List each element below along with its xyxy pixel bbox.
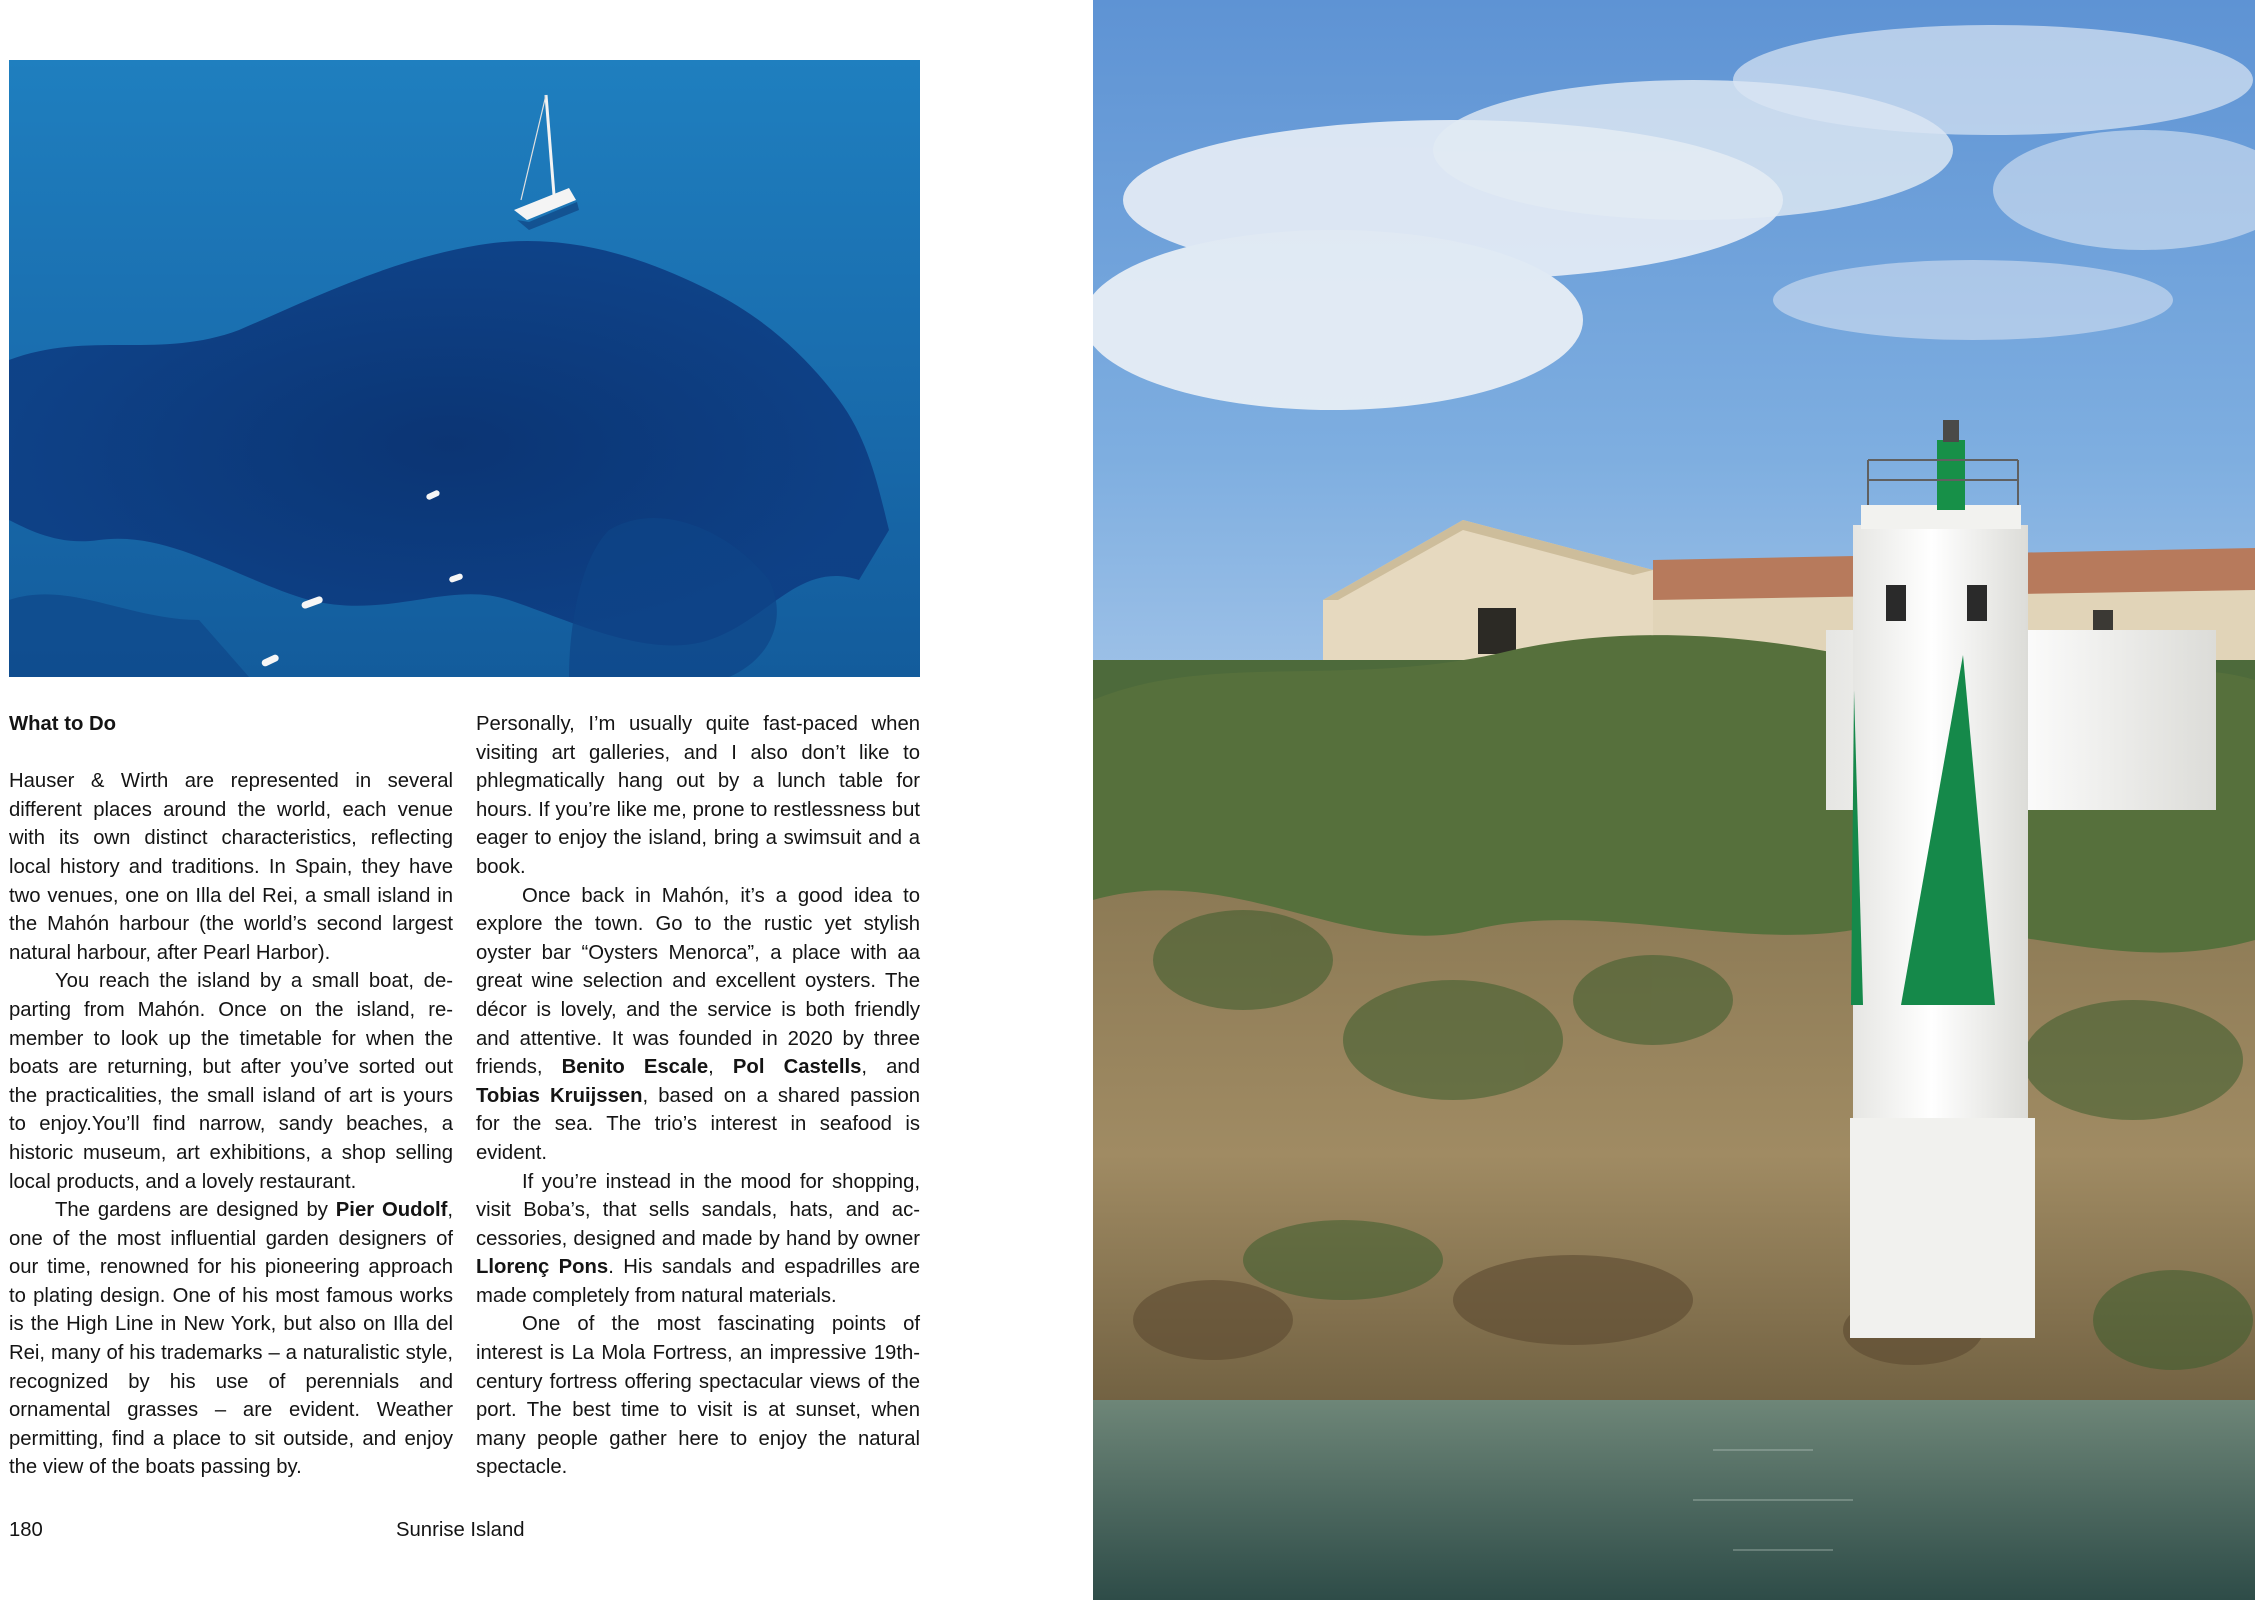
paragraph: If you’re instead in the mood for shopping, visit Boba’s, that sells sandals, hats, and accessories, designed and made by hand by owner Llorenç Pons. His sandals and espadrilles are made completely from natural materials. (476, 1170, 920, 1307)
paragraph: Personally, I’m usually quite fast-paced when visiting art galleries, and I also don’t like to phlegmatically hang out by a lunch table for hours. If you’re like me, prone to restlessness but eager to enjoy the island, bring a swimsuit and a book. (476, 713, 920, 878)
paragraph: You reach the island by a small boat, departing from Mahón. Once on the island, remember to look up the timetable for when the boats are returning, but after you’ve sorted out the practicalities, the small island of art is yours to enjoy.You’ll find narrow, sandy beaches, a historic museum, art exhibitions, a shop selling local products, and a lovely restaurant. (9, 970, 453, 1193)
text-column-1 (9, 710, 453, 1482)
person-name: Pier Oudolf (335, 1199, 448, 1222)
person-name: Tobias Kruijssen (476, 1084, 643, 1107)
paragraph: Hauser & Wirth are represented in several different places around the world, each venue with its own distinct characteristics, reflecting local history and traditions. In Spain, they have two venues, one on Illa del Rei, a small island in the Mahón harbour (the world’s second largest natural harbour, after Pearl Harbor). (9, 770, 453, 964)
person-name: Benito Escale (561, 1056, 709, 1079)
paragraph: The gardens are designed by Pier Oudolf, one of the most influential garden designers of our time, renowned for his pioneering approach to plating design. One of his most famous works is the High Line in New York, but also on Illa del Rei, many of his trademarks – a naturalistic style, recognized by his use of perennials and ornamental grasses – are evident. Weather permitting, find a place to sit outside, and enjoy the view of the boats passing by. (9, 1199, 453, 1479)
sea-aerial-photo (9, 60, 920, 677)
text-column-2 (476, 710, 920, 1482)
paragraph: Once back in Mahón, it’s a good idea to explore the town. Go to the rustic yet stylish oyster bar “Oysters Menorca”, a place with aa great wine selection and excellent oysters. The décor is lovely, and the service is both friendly and attentive. It was founded in 2020 by three friends, Benito Escale, Pol Castells, and Tobias Kruijssen, based on a shared passion for the sea. The trio’s interest in seafood is evident. (476, 884, 920, 1164)
paragraph: One of the most fascinating points of interest is La Mola Fortress, an impressive 19th-century fortress offering spectacular views of the port. The best time to visit is at sunset, when many people gather here to enjoy the natural spectacle. (476, 1313, 920, 1479)
running-title: Sunrise Island (396, 1519, 525, 1541)
page-number: 180 (9, 1519, 43, 1541)
person-name: Llorenç Pons (476, 1256, 609, 1279)
left-page (0, 0, 1093, 1600)
person-name: Pol Castells (732, 1056, 862, 1079)
lighthouse-photo (1093, 0, 2255, 1600)
section-heading: What to Do (9, 713, 117, 735)
